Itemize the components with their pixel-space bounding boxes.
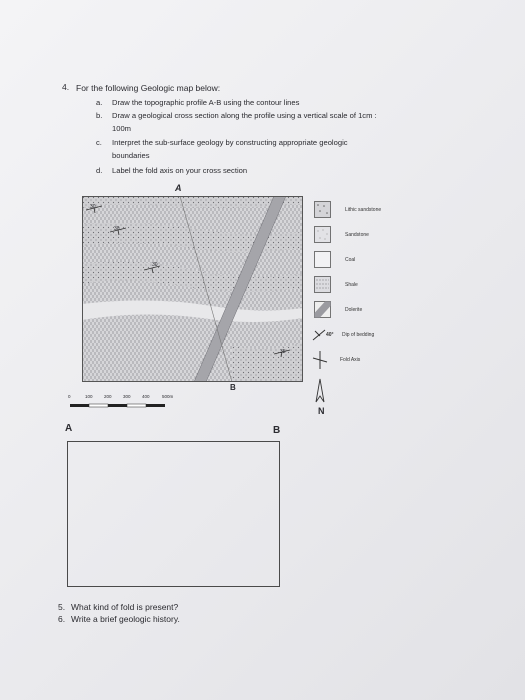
legend-label-coal: Coal xyxy=(345,257,356,263)
fold-axis-symbol-icon xyxy=(310,350,330,370)
item-a-text: Draw the topographic profile A-B using the contour lines xyxy=(112,98,300,107)
item-b-letter: b. xyxy=(96,111,103,120)
scale-tick-500: 500m xyxy=(162,394,174,399)
item-c-continued: boundaries xyxy=(112,151,150,160)
item-d-text: Label the fold axis on your cross section xyxy=(112,166,248,175)
scale-tick-200: 200 xyxy=(104,394,112,399)
legend-label-shale: Shale xyxy=(345,282,358,288)
item-b-text: Draw a geological cross section along the profile using a vertical scale of 1cm : xyxy=(112,111,377,120)
geologic-map xyxy=(82,196,303,382)
question-5-text: What kind of fold is present? xyxy=(71,602,179,612)
legend-swatch-shale xyxy=(314,276,331,293)
dip-value-2: 30 xyxy=(114,226,120,232)
question-6-number: 6. xyxy=(58,614,66,624)
map-label-a: A xyxy=(175,183,182,193)
scale-bar xyxy=(68,402,190,410)
item-d-letter: d. xyxy=(96,166,103,175)
question-5-number: 5. xyxy=(58,602,66,612)
profile-label-a: A xyxy=(65,423,73,434)
map-label-b: B xyxy=(230,383,236,392)
legend-dip-value: 40° xyxy=(326,332,334,338)
legend-label-sandstone: Sandstone xyxy=(345,232,369,238)
dip-value-4: 35 xyxy=(280,349,286,355)
geologic-map-svg xyxy=(82,196,303,382)
north-arrow-icon xyxy=(315,378,325,404)
legend-fold-label: Fold Axis xyxy=(340,357,361,363)
legend-dip-label: Dip of bedding xyxy=(342,332,375,338)
question-4-intro: For the following Geologic map below: xyxy=(76,83,221,93)
legend-swatch-sandstone xyxy=(314,226,331,243)
legend-swatch-coal xyxy=(314,251,331,268)
item-b-continued: 100m xyxy=(112,124,131,133)
scale-tick-400: 400 xyxy=(142,394,150,399)
legend-label-lithic-sandstone: Lithic sandstone xyxy=(345,207,382,213)
profile-label-b: B xyxy=(273,425,281,436)
item-c-text: Interpret the sub-surface geology by constructing appropriate geologic xyxy=(112,138,348,147)
question-4-number: 4. xyxy=(62,82,70,92)
cross-section-box[interactable] xyxy=(67,441,280,587)
item-a-letter: a. xyxy=(96,98,103,107)
dip-value-3: 30 xyxy=(152,262,158,268)
legend-swatch-lithic-sandstone xyxy=(314,201,331,218)
legend-label-dolerite: Dolerite xyxy=(345,307,363,313)
dip-value-1: 30 xyxy=(90,204,96,210)
north-label: N xyxy=(318,406,325,416)
question-6-text: Write a brief geologic history. xyxy=(71,614,180,624)
scale-tick-300: 300 xyxy=(123,394,131,399)
legend-swatch-dolerite xyxy=(314,301,331,318)
scale-tick-0: 0 xyxy=(68,394,71,399)
scale-tick-100: 100 xyxy=(85,394,93,399)
item-c-letter: c. xyxy=(96,138,102,147)
